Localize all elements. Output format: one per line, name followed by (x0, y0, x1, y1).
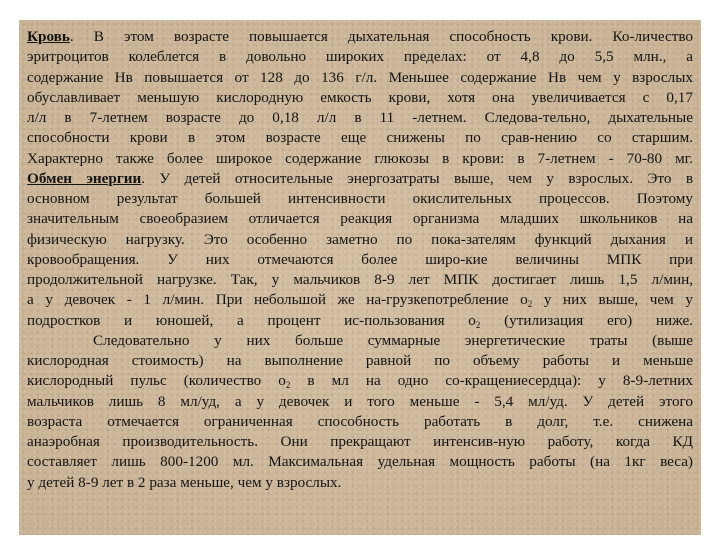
text-line (27, 351, 693, 371)
line-text: кислородный пульс (количество о (27, 372, 286, 390)
text-line (27, 169, 693, 189)
line-text: Следовательно у них больше суммарные энергетические траты (выше (93, 331, 693, 349)
line-text: эритроцитов колеблется в довольно широких пределах: от 4,8 до 5,5 млн., а (27, 48, 693, 66)
line-text: физическую нагрузку. Это особенно заметно по пока-зателям функций дыхания и (27, 230, 693, 248)
line-text-continued: у них выше, чем у (532, 291, 693, 309)
text-line (27, 68, 693, 88)
line-text: значительным своеобразием отличается реакция организма младших школьников на (27, 210, 693, 228)
text-line (27, 27, 693, 47)
section-heading: Обмен энергии (27, 169, 142, 187)
subscript: 2 (527, 299, 533, 310)
line-text: кислородная стоимость) на выполнение равной по объему работы и меньше (27, 352, 693, 369)
line-text: содержание Нв повышается от 128 до 136 г/л. Меньшее содержание Нв чем у взрослых (27, 68, 693, 86)
text-line (27, 432, 693, 452)
slide-background (19, 20, 701, 535)
line-text: подростков и юношей, а процент ис-пользования о (27, 311, 476, 329)
line-text: обуславливает меньшую кислородную емкость крови, хотя она увеличивается с 0,17 (27, 88, 693, 106)
text-line (27, 371, 693, 391)
text-line (27, 331, 693, 351)
text-line (27, 209, 693, 229)
line-text: а у девочек - 1 л/мин. При небольшой же на-грузкепотребление о (27, 291, 528, 309)
text-line (27, 47, 693, 67)
line-text: продолжительной нагрузке. Так, у мальчиков 8-9 лет МПК достигает лишь 1,5 л/мин, (27, 271, 693, 288)
line-text: . В этом возрасте повышается дыхательная способность крови. Ко-личество (69, 28, 693, 45)
text-line (27, 108, 693, 128)
text-line (27, 270, 693, 290)
line-text: составляет лишь 800-1200 мл. Максимальная удельная мощность работы (на 1кг веса) (27, 453, 693, 471)
text-line (27, 311, 693, 331)
text-line (27, 473, 693, 493)
section-heading: Кровь (27, 28, 70, 45)
text-line (27, 230, 693, 250)
line-text: у детей 8-9 лет в 2 раза меньше, чем у взрослых. (27, 473, 342, 491)
text-line (27, 88, 693, 108)
line-text: кровообращения. У них отмечаются более широ-кие величины МПК при (27, 250, 693, 268)
text-line (27, 149, 693, 169)
text-line (27, 250, 693, 270)
line-text: возраста отмечается ограниченная способность работать в долг, т.е. снижена (27, 412, 693, 430)
line-text: способности крови в этом возрасте еще снижены по срав-нению со старшим. (27, 129, 693, 147)
text-line (27, 290, 693, 310)
text-line (27, 392, 693, 412)
line-text-continued: в мл на одно со-кращениесердца): у 8-9-летних (290, 372, 694, 390)
text-line (27, 412, 693, 432)
line-text: основном результат большей интенсивности окислительных процессов. Поэтому (27, 190, 693, 207)
line-text: мальчиков лишь 8 мл/уд, а у девочек и того меньше - 5,4 мл/уд. У детей этого (27, 392, 693, 410)
subscript: 2 (285, 380, 291, 391)
subscript: 2 (475, 319, 481, 330)
text-line (27, 128, 693, 148)
text-line (27, 189, 693, 209)
line-text: . У детей относительные энергозатраты выше, чем у взрослых. Это в (141, 169, 693, 187)
line-text: анаэробная производительность. Они прекращают интенсив-ную работу, когда КД (27, 433, 693, 450)
line-text: л/л в 7-летнем возрасте до 0,18 л/л в 11 -летнем. Следова-тельно, дыхательные (27, 109, 693, 126)
document-body (27, 27, 693, 493)
line-text: Характерно также более широкое содержание глюкозы в крови: в 7-летнем - 70-80 мг. (27, 149, 693, 167)
text-line (27, 452, 693, 472)
line-text-continued: (утилизация его) ниже. (480, 311, 694, 329)
